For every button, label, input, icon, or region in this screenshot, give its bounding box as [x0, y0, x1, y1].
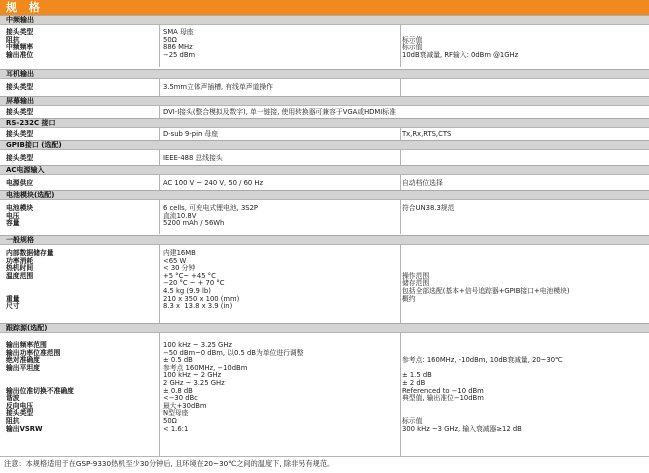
- section-header-display-output: 屏幕输出: [0, 96, 649, 105]
- table-row: [0, 78, 649, 96]
- column-divider: [159, 175, 160, 190]
- page-title: 规 格: [6, 1, 44, 14]
- row-value: SMA 母座 50Ω 886 MHz −25 dBm: [163, 28, 196, 59]
- column-divider: [400, 128, 401, 140]
- row-value: IEEE-488 总线接头: [163, 154, 223, 162]
- section-header-battery: 电池模块(选配): [0, 190, 649, 199]
- table-row: [0, 127, 649, 140]
- table-bottom-border: [0, 456, 649, 457]
- section-header-rs232c: RS-232C 接口: [0, 118, 649, 127]
- footnote: 注意：本规格适用于在GSP-9330热机至少30分钟后, 且环境在20~30℃之间的温度下, 除非另有规范。: [4, 459, 335, 468]
- table-row: [0, 105, 649, 118]
- row-label: 输出频率范围 输出功率位准范围 绝对准确度 输出平坦度 输出位准切换不准确度 谐波 反向电压 接头类型 阻抗 输出VSRW: [6, 341, 74, 433]
- column-divider: [400, 175, 401, 190]
- section-header-gpib: GPIB接口 (选配): [0, 140, 649, 149]
- row-label: 接头类型: [6, 108, 34, 116]
- row-value: 6 cells, 可充电式锂电池, 3S2P 直流10.8V 5200 mAh / 56Wh: [163, 204, 259, 228]
- table-row: [0, 199, 649, 234]
- row-label: 接头类型: [6, 83, 34, 91]
- title-bar: [0, 0, 649, 15]
- row-value: AC 100 V ~ 240 V, 50 / 60 Hz: [163, 179, 264, 187]
- table-row: [0, 24, 649, 67]
- row-value: D-sub 9-pin 母座: [163, 130, 219, 138]
- row-value: 100 kHz ~ 3.25 GHz −50 dBm~0 dBm, 以0.5 dB为单位进行调整 ± 0.5 dB 参考点 160MHz, −10dBm 100 kHz ~ 2 GHz 2 GHz ~ 3.25 GHz ± 0.8 dB <−30 dBc 最大+30dBm N型母座 50Ω < 1.6:1: [163, 341, 304, 433]
- column-divider: [400, 333, 401, 456]
- row-note: 标示值 标示值 10dB衰减量, RF输入: 0dBm @1GHz: [402, 35, 519, 59]
- column-divider: [400, 79, 401, 96]
- row-label: 电池模块 电压 容量: [6, 204, 34, 228]
- column-divider: [400, 25, 401, 67]
- row-note: 操作范围 储存范围 包括全部选配(基本+信号追踪器+GPIB接口+电池模块) 概约: [402, 271, 570, 303]
- column-divider: [159, 333, 160, 456]
- column-divider: [400, 245, 401, 323]
- section-header-headphone-output: 耳机输出: [0, 69, 649, 78]
- table-row: [0, 174, 649, 190]
- column-divider: [159, 245, 160, 323]
- column-divider: [159, 25, 160, 67]
- row-value: 内建16MB <65 W < 30 分钟 +5 °C~ +45 °C −20 °C ~ + 70 °C 4.5 kg (9.9 lb) 210 x 350 x 100 (mm) 8.3 x 13.8 x 3.9 (in): [163, 249, 240, 311]
- row-note: Tx,Rx,RTS,CTS: [402, 130, 452, 138]
- column-divider: [159, 150, 160, 165]
- column-divider: [159, 200, 160, 234]
- column-divider: [400, 150, 401, 165]
- row-note: 参考点: 160MHz, -10dBm, 10dB衰减量, 20~30℃ ± 1.5 dB ± 2 dB Referenced to −10 dBm 典型值, 输出准位−10dBm 标示值 300 kHz ~3 GHz, 输入衰减器≥12 dB: [402, 356, 563, 433]
- column-divider: [159, 106, 160, 118]
- row-note: 自动档位选择: [402, 179, 443, 187]
- row-label: 接头类型: [6, 130, 34, 138]
- section-header-ac-input: AC电源输入: [0, 165, 649, 174]
- row-label: 接头类型: [6, 154, 34, 162]
- section-header-if-output: 中频输出: [0, 15, 649, 24]
- row-note: 符合UN38.3规范: [402, 204, 455, 212]
- row-label: 内部数据储存量 功率消耗 热机时间 温度范围 重量 尺寸: [6, 249, 54, 311]
- column-divider: [159, 79, 160, 96]
- row-value: DVI-I接头(整合模拟及数字), 单一链接, 使用转换器可兼容于VGA或HDMI标准: [163, 108, 396, 116]
- table-row: [0, 332, 649, 456]
- column-divider: [159, 128, 160, 140]
- section-header-general: 一般规格: [0, 235, 649, 244]
- row-label: 接头类型 阻抗 中频频率 输出准位: [6, 28, 34, 59]
- section-header-tracking-generator: 跟踪源(选配): [0, 323, 649, 332]
- column-divider: [400, 200, 401, 234]
- row-value: 3.5mm立体声插槽, 有线单声道操作: [163, 83, 273, 91]
- table-row: [0, 244, 649, 323]
- table-row: [0, 149, 649, 165]
- row-label: 电源供应: [6, 179, 34, 187]
